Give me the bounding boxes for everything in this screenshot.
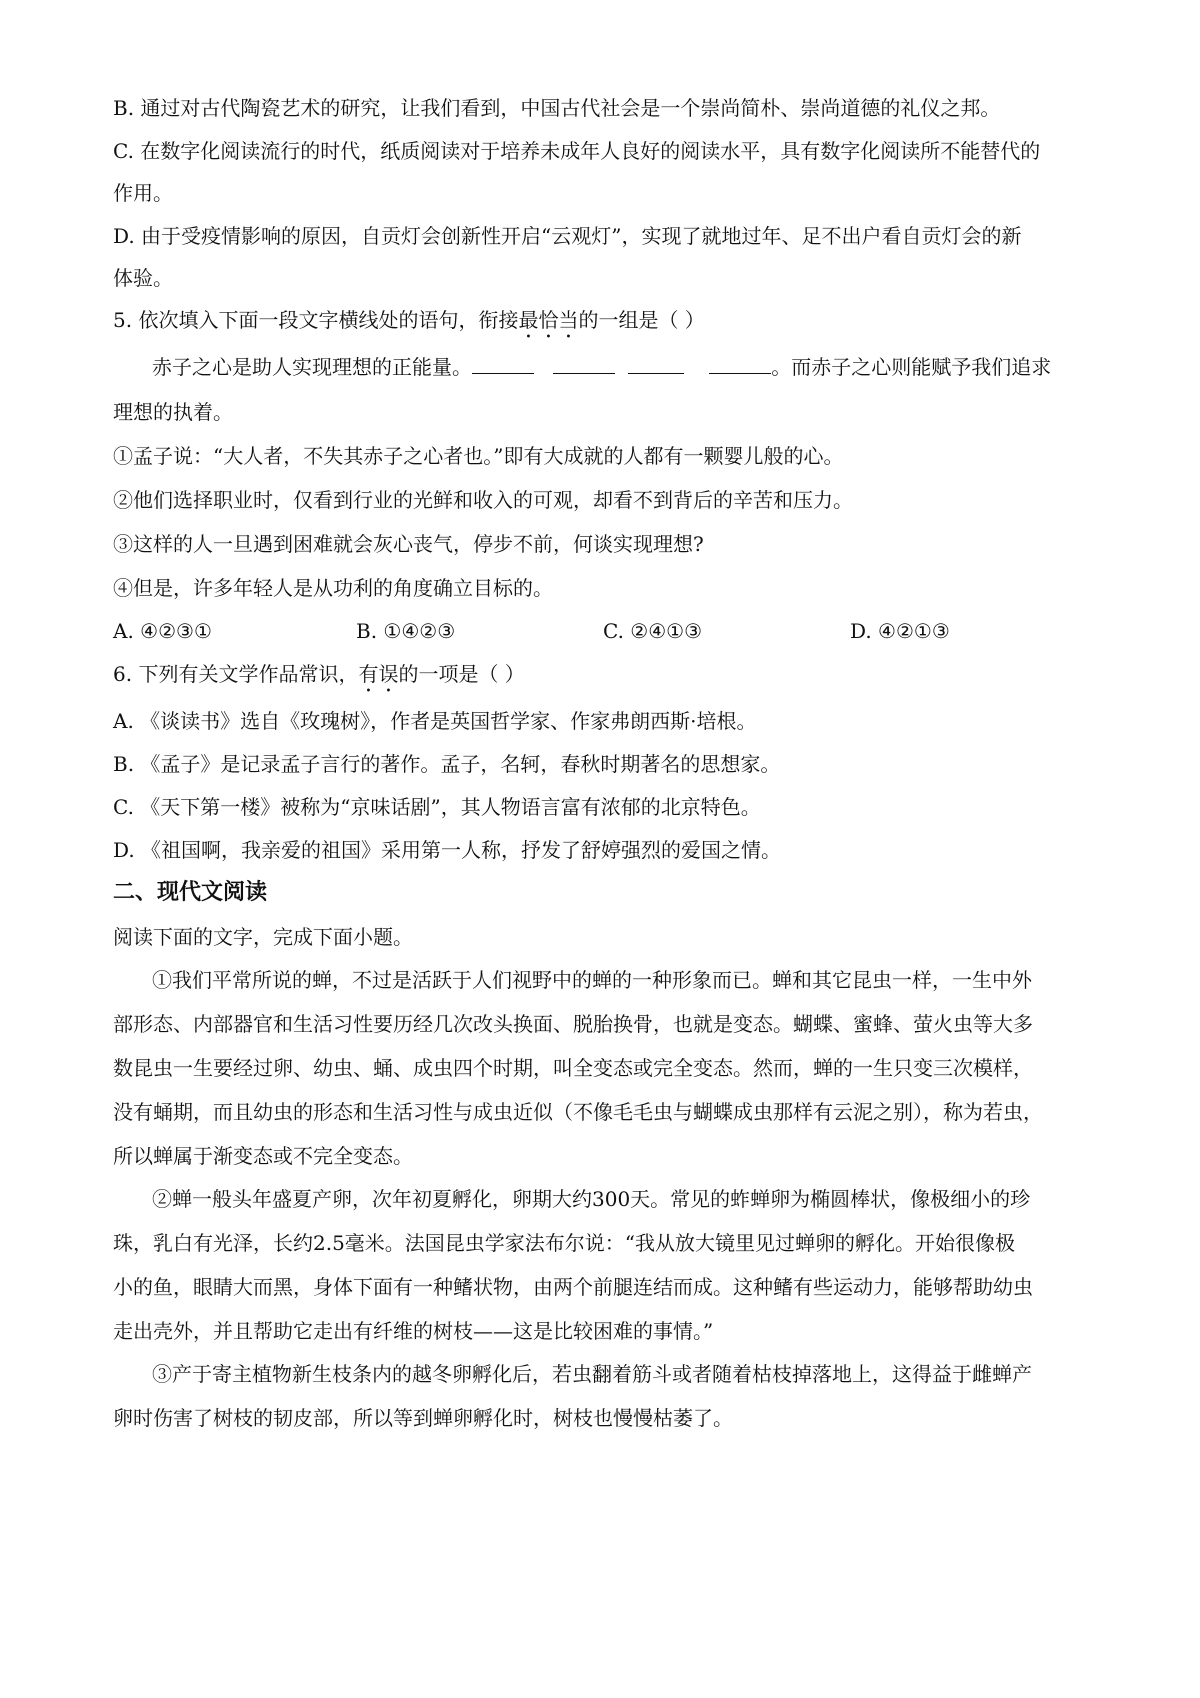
q6-stem-after: 的一项是（ ）	[398, 662, 525, 686]
q5-sentence-4: ④但是，许多年轻人是从功利的角度确立目标的。	[113, 576, 553, 600]
q5-option-b: B. ①④②③	[356, 619, 456, 643]
q5-blank-3	[628, 355, 684, 374]
q6-option-a: A. 《谈读书》选自《玫瑰树》，作者是英国哲学家、作家弗朗西斯·培根。	[113, 709, 757, 733]
q6-option-c: C. 《天下第一楼》被称为“京味话剧”，其人物语言富有浓郁的北京特色。	[113, 795, 761, 819]
section-heading: 二、现代文阅读	[113, 880, 268, 905]
q4-option-d-line2: 体验。	[113, 266, 173, 290]
q5-blank-1	[472, 355, 534, 374]
q5-blank-4	[709, 355, 771, 374]
q5-passage-line2: 理想的执着。	[113, 400, 233, 424]
para1-line3: 数昆虫一生要经过卵、幼虫、蛹、成虫四个时期，叫全变态或完全变态。然而，蝉的一生只变三次模样，	[113, 1056, 1033, 1080]
q5-sentence-2: ②他们选择职业时，仅看到行业的光鲜和收入的可观，却看不到背后的辛苦和压力。	[113, 488, 853, 512]
q5-stem-before: 5. 依次填入下面一段文字横线处的语句，衔接	[113, 308, 519, 332]
q5-sentence-3: ③这样的人一旦遇到困难就会灰心丧气，停步不前，何谈实现理想?	[113, 532, 704, 556]
para2-line2: 珠，乳白有光泽，长约2.5毫米。法国昆虫学家法布尔说：“我从放大镜里见过蝉卵的孵化。开始很像极	[113, 1231, 1016, 1255]
q5-option-c: C. ②④①③	[603, 619, 703, 643]
q5-stem	[113, 306, 1100, 343]
q4-option-d-line1: D. 由于受疫情影响的原因，自贡灯会创新性开启“云观灯”，实现了就地过年、足不出户看自贡灯会的新	[113, 224, 1022, 248]
para2-line4: 走出壳外，并且帮助它走出有纤维的树枝——这是比较困难的事情。”	[113, 1319, 714, 1343]
q5-option-a: A. ④②③①	[113, 619, 212, 643]
para3-line1: ③产于寄主植物新生枝条内的越冬卵孵化后，若虫翻着筋斗或者随着枯枝掉落地上，这得益于雌蝉产	[152, 1362, 1032, 1386]
para1-line5: 所以蝉属于渐变态或不完全变态。	[113, 1144, 413, 1168]
q6-stem-emphasis: 有误	[358, 662, 399, 686]
section-instruction: 阅读下面的文字，完成下面小题。	[113, 925, 413, 949]
q4-option-b: B. 通过对古代陶瓷艺术的研究，让我们看到，中国古代社会是一个崇尚简朴、崇尚道德的礼仪之邦。	[113, 96, 1001, 120]
q5-passage-line1	[152, 353, 1100, 381]
q5-passage-before: 赤子之心是助人实现理想的正能量。	[152, 355, 472, 379]
para1-line4: 没有蛹期，而且幼虫的形态和生活习性与成虫近似（不像毛毛虫与蝴蝶成虫那样有云泥之别），称为若虫，	[113, 1100, 1043, 1124]
q5-sentence-1: ①孟子说：“大人者，不失其赤子之心者也。”即有大成就的人都有一颗婴儿般的心。	[113, 444, 844, 468]
q4-option-c-line1: C. 在数字化阅读流行的时代，纸质阅读对于培养未成年人良好的阅读水平，具有数字化阅读所不能替代的	[113, 139, 1041, 163]
q5-passage-after: 。而赤子之心则能赋予我们追求	[771, 355, 1052, 379]
para2-line3: 小的鱼，眼睛大而黑，身体下面有一种鳍状物，由两个前腿连结而成。这种鳍有些运动力，能够帮助幼虫	[113, 1275, 1033, 1299]
q5-option-d: D. ④②①③	[850, 619, 950, 643]
q5-blank-2	[553, 355, 615, 374]
q6-option-d: D. 《祖国啊，我亲爱的祖国》采用第一人称，抒发了舒婷强烈的爱国之情。	[113, 838, 782, 862]
para3-line2: 卵时伤害了树枝的韧皮部，所以等到蝉卵孵化时，树枝也慢慢枯萎了。	[113, 1406, 733, 1430]
q5-stem-after: 的一组是（ ）	[578, 308, 705, 332]
q4-option-c-line2: 作用。	[113, 181, 173, 205]
q6-stem	[113, 660, 1100, 697]
q6-stem-before: 6. 下列有关文学作品常识，	[113, 662, 359, 686]
q6-option-b: B. 《孟子》是记录孟子言行的著作。孟子，名轲，春秋时期著名的思想家。	[113, 752, 781, 776]
para1-line2: 部形态、内部器官和生活习性要历经几次改头换面、脱胎换骨，也就是变态。蝴蝶、蜜蜂、萤火虫等大多	[113, 1012, 1033, 1036]
para2-line1: ②蝉一般头年盛夏产卵，次年初夏孵化，卵期大约300天。常见的蚱蝉卵为椭圆棒状，像极细小的珍	[152, 1187, 1031, 1211]
q5-stem-emphasis: 最恰当	[518, 308, 579, 332]
para1-line1: ①我们平常所说的蝉，不过是活跃于人们视野中的蝉的一种形象而已。蝉和其它昆虫一样，一生中外	[152, 968, 1032, 992]
